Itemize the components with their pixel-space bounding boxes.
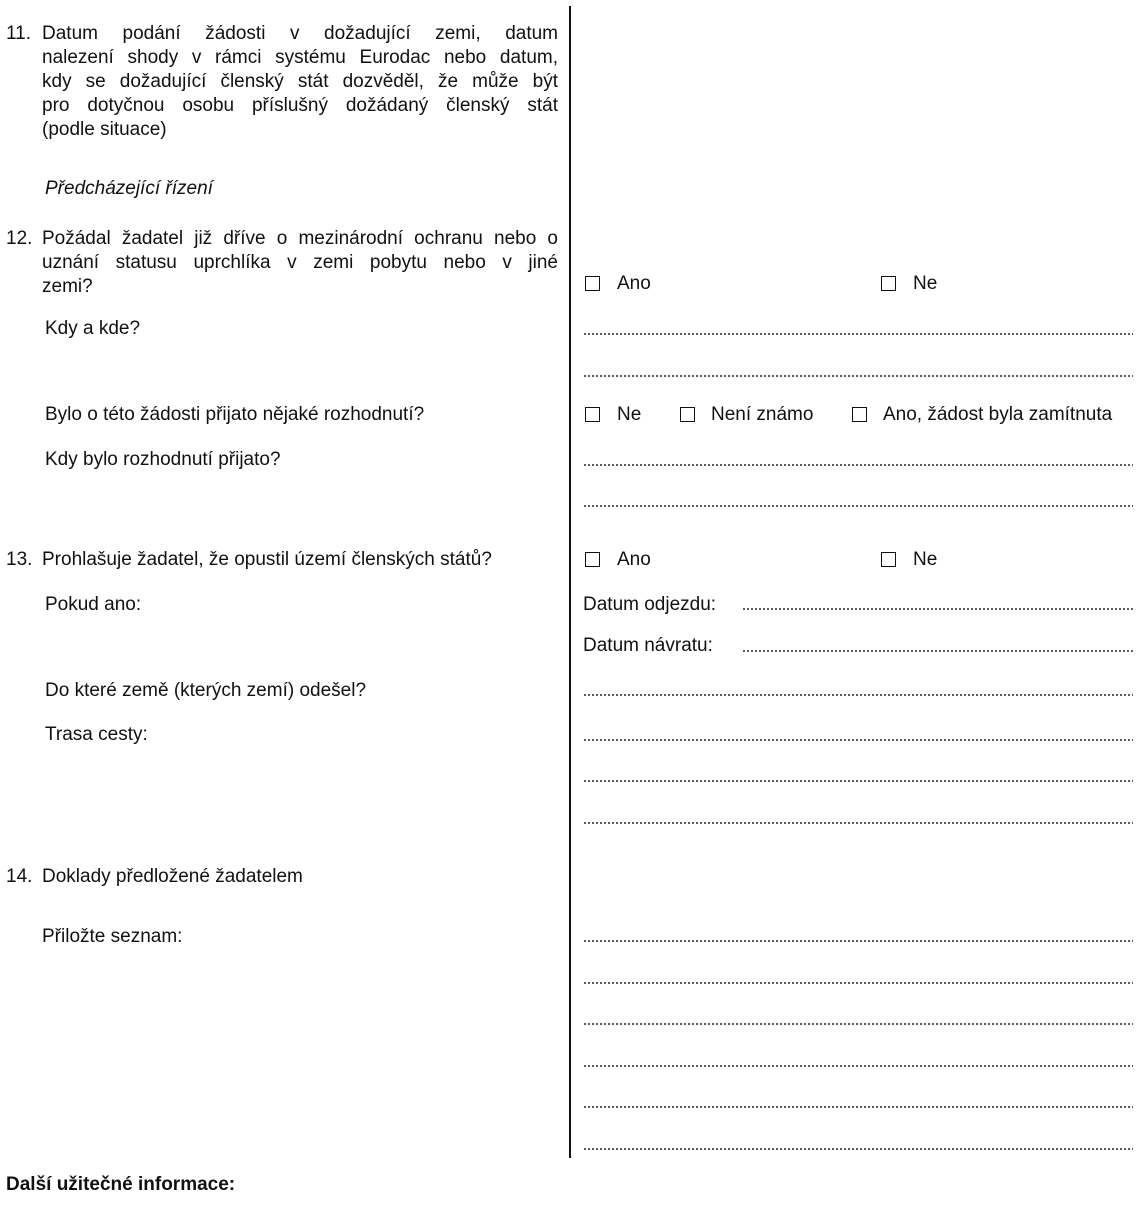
q13-countries-label: Do které země (kterých zemí) odešel?	[45, 680, 367, 701]
q13-ne-label: Ne	[913, 549, 938, 570]
q14-attach-line-6[interactable]	[583, 1148, 1133, 1150]
q14-attach-line-3[interactable]	[583, 1023, 1133, 1025]
q11-line-3: kdy se dožadující členský stát dozvěděl, že může být	[42, 71, 558, 92]
q12-decision-ne-label: Ne	[617, 404, 642, 425]
q14-text: Doklady předložené žadatelem	[42, 866, 303, 887]
q13-ne-checkbox[interactable]	[881, 552, 896, 567]
column-divider	[569, 6, 571, 1158]
q12-when-where-line-2[interactable]	[583, 375, 1133, 377]
q13-ano-checkbox[interactable]	[585, 552, 600, 567]
q12-line-2: uznání statusu uprchlíka v zemi pobytu nebo v jiné	[42, 252, 558, 273]
q13-route-line-1[interactable]	[583, 739, 1133, 741]
q12-line-3: zemi?	[42, 276, 93, 297]
q13-departure-line[interactable]	[742, 608, 1133, 610]
q12-number: 12.	[6, 228, 33, 249]
q12-line-1: Požádal žadatel již dříve o mezinárodní ochranu nebo o	[42, 228, 558, 249]
q11-line-5: (podle situace)	[42, 119, 167, 140]
q12-when-where-line-1[interactable]	[583, 333, 1133, 335]
section-heading: Předcházející řízení	[45, 178, 213, 199]
q12-ano-checkbox[interactable]	[585, 276, 600, 291]
q13-if-yes-label: Pokud ano:	[45, 594, 142, 615]
q12-decision-rejected-checkbox[interactable]	[852, 407, 867, 422]
q11-line-4: pro dotyčnou osobu příslušný dožádaný členský stát	[42, 95, 558, 116]
q13-ano-label: Ano	[617, 549, 651, 570]
q12-decision-unknown-checkbox[interactable]	[680, 407, 695, 422]
q12-ne-label: Ne	[913, 273, 938, 294]
q14-attach-line-4[interactable]	[583, 1065, 1133, 1067]
q13-return-line[interactable]	[742, 650, 1133, 652]
additional-info-heading: Další užitečné informace:	[6, 1174, 236, 1195]
q14-number: 14.	[6, 866, 33, 887]
q13-route-label: Trasa cesty:	[45, 724, 148, 745]
q14-attach-line-1[interactable]	[583, 940, 1133, 942]
q13-return-label: Datum návratu:	[583, 635, 713, 656]
q13-route-line-2[interactable]	[583, 780, 1133, 782]
q11-line-1: Datum podání žádosti v dožadující zemi, datum	[42, 23, 558, 44]
q13-text: Prohlašuje žadatel, že opustil území členských států?	[42, 549, 492, 570]
q11-number: 11.	[6, 23, 32, 44]
q12-ne-checkbox[interactable]	[881, 276, 896, 291]
q11-line-2: nalezení shody v rámci systému Eurodac nebo datum,	[42, 47, 558, 68]
q12-decision-date-line-2[interactable]	[583, 505, 1133, 507]
q12-ano-label: Ano	[617, 273, 651, 294]
q13-countries-line[interactable]	[583, 694, 1133, 696]
q12-decision-date-line-1[interactable]	[583, 464, 1133, 466]
q13-departure-label: Datum odjezdu:	[583, 594, 717, 615]
q11-text	[42, 22, 558, 142]
q12-decision-unknown-label: Není známo	[711, 404, 814, 425]
q13-number: 13.	[6, 549, 33, 570]
q14-attach-label: Přiložte seznam:	[42, 926, 183, 947]
q12-when-where-label: Kdy a kde?	[45, 318, 141, 339]
q12-decision-rejected-label: Ano, žádost byla zamítnuta	[883, 404, 1113, 425]
q13-route-line-3[interactable]	[583, 822, 1133, 824]
q12-decision-date-label: Kdy bylo rozhodnutí přijato?	[45, 449, 281, 470]
q14-attach-line-2[interactable]	[583, 982, 1133, 984]
q12-text	[42, 227, 558, 299]
q12-decision-question: Bylo o této žádosti přijato nějaké rozhodnutí?	[45, 404, 425, 425]
q14-attach-line-5[interactable]	[583, 1106, 1133, 1108]
q12-decision-ne-checkbox[interactable]	[585, 407, 600, 422]
